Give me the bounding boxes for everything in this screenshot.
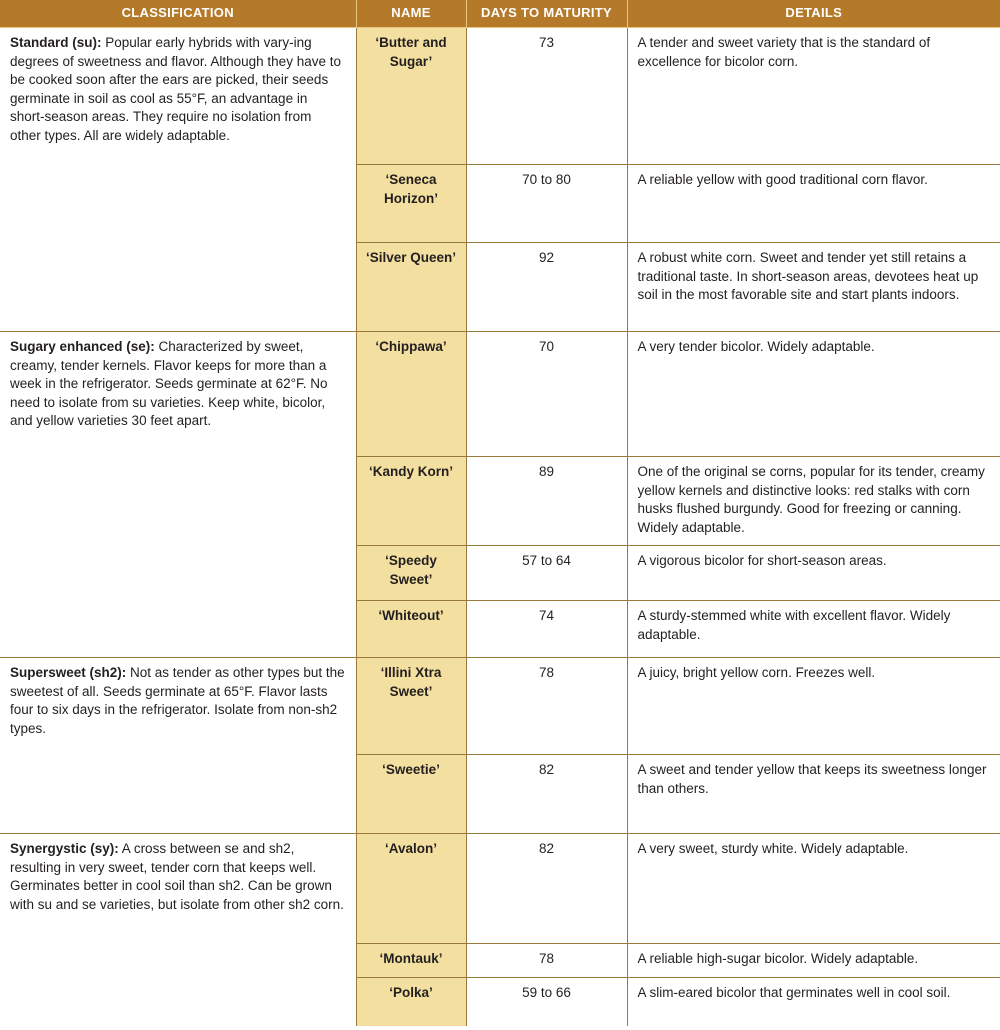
variety-name: ‘Sweetie’ [356, 755, 466, 834]
header-name: NAME [356, 0, 466, 28]
table-row [0, 658, 1000, 755]
variety-name: ‘Avalon’ [356, 834, 466, 944]
variety-name: ‘Speedy Sweet’ [356, 546, 466, 601]
table-row [0, 28, 1000, 165]
variety-details: A robust white corn. Sweet and tender yet still retains a traditional taste. In short-season areas, devotees heat up soil in the most favorable site and start plants indoors. [627, 243, 1000, 332]
days-to-maturity: 92 [466, 243, 627, 332]
variety-details: A tender and sweet variety that is the standard of excellence for bicolor corn. [627, 28, 1000, 165]
header-classification: CLASSIFICATION [0, 0, 356, 28]
classification-title: Standard (su): [10, 35, 102, 50]
variety-details: One of the original se corns, popular for its tender, creamy yellow kernels and distinctive looks: red stalks with corn husks flushed burgundy. Good for freezing or canning. Widely adaptable. [627, 457, 1000, 546]
classification-description: Popular early hybrids with vary-ing degrees of sweetness and flavor. Although they have to be cooked soon after the ears are picked, their seeds germinate in soil as cool as 55°F, an advantage in short-season areas. They require no isolation from other types. All are widely adaptable. [10, 35, 341, 143]
days-to-maturity: 82 [466, 755, 627, 834]
table-row [0, 834, 1000, 944]
variety-details: A juicy, bright yellow corn. Freezes well. [627, 658, 1000, 755]
days-to-maturity: 89 [466, 457, 627, 546]
days-to-maturity: 70 to 80 [466, 165, 627, 243]
variety-name: ‘Polka’ [356, 978, 466, 1026]
classification-title: Synergystic (sy): [10, 841, 119, 856]
days-to-maturity: 57 to 64 [466, 546, 627, 601]
classification-synergystic [0, 834, 356, 1026]
classification-supersweet [0, 658, 356, 834]
classification-title: Supersweet (sh2): [10, 665, 127, 680]
classification-standard [0, 28, 356, 332]
variety-name: ‘Kandy Korn’ [356, 457, 466, 546]
variety-name: ‘Butter and Sugar’ [356, 28, 466, 165]
header-row [0, 0, 1000, 28]
variety-details: A reliable yellow with good traditional corn flavor. [627, 165, 1000, 243]
header-details: DETAILS [627, 0, 1000, 28]
classification-description: Characterized by sweet, creamy, tender kernels. Flavor keeps for more than a week in the refrigerator. Seeds germinate at 62°F. No need to isolate from su varieties. Keep white, bicolor, and yellow varieties 30 feet apart. [10, 339, 328, 428]
variety-name: ‘Chippawa’ [356, 332, 466, 457]
variety-details: A slim-eared bicolor that germinates well in cool soil. [627, 978, 1000, 1026]
variety-name: ‘Montauk’ [356, 944, 466, 978]
classification-description: A cross between se and sh2, resulting in very sweet, tender corn that keeps well. Germinates better in cool soil than sh2. Can be grown with su and se varieties, but isolate from other sh2 corn. [10, 841, 344, 912]
header-days-to-maturity: DAYS TO MATURITY [466, 0, 627, 28]
variety-name: ‘Silver Queen’ [356, 243, 466, 332]
days-to-maturity: 82 [466, 834, 627, 944]
variety-details: A sweet and tender yellow that keeps its sweetness longer than others. [627, 755, 1000, 834]
variety-details: A very tender bicolor. Widely adaptable. [627, 332, 1000, 457]
days-to-maturity: 78 [466, 658, 627, 755]
days-to-maturity: 59 to 66 [466, 978, 627, 1026]
days-to-maturity: 74 [466, 601, 627, 658]
classification-title: Sugary enhanced (se): [10, 339, 155, 354]
variety-details: A very sweet, sturdy white. Widely adaptable. [627, 834, 1000, 944]
variety-name: ‘Seneca Horizon’ [356, 165, 466, 243]
variety-name: ‘Illini Xtra Sweet’ [356, 658, 466, 755]
classification-sugary-enhanced [0, 332, 356, 658]
days-to-maturity: 73 [466, 28, 627, 165]
days-to-maturity: 78 [466, 944, 627, 978]
variety-details: A vigorous bicolor for short-season areas. [627, 546, 1000, 601]
variety-details: A reliable high-sugar bicolor. Widely adaptable. [627, 944, 1000, 978]
classification-description: Not as tender as other types but the sweetest of all. Seeds germinate at 65°F. Flavor lasts four to six days in the refrigerator. Isolate from non-sh2 types. [10, 665, 345, 736]
variety-name: ‘Whiteout’ [356, 601, 466, 658]
days-to-maturity: 70 [466, 332, 627, 457]
table-row [0, 332, 1000, 457]
variety-details: A sturdy-stemmed white with excellent flavor. Widely adaptable. [627, 601, 1000, 658]
